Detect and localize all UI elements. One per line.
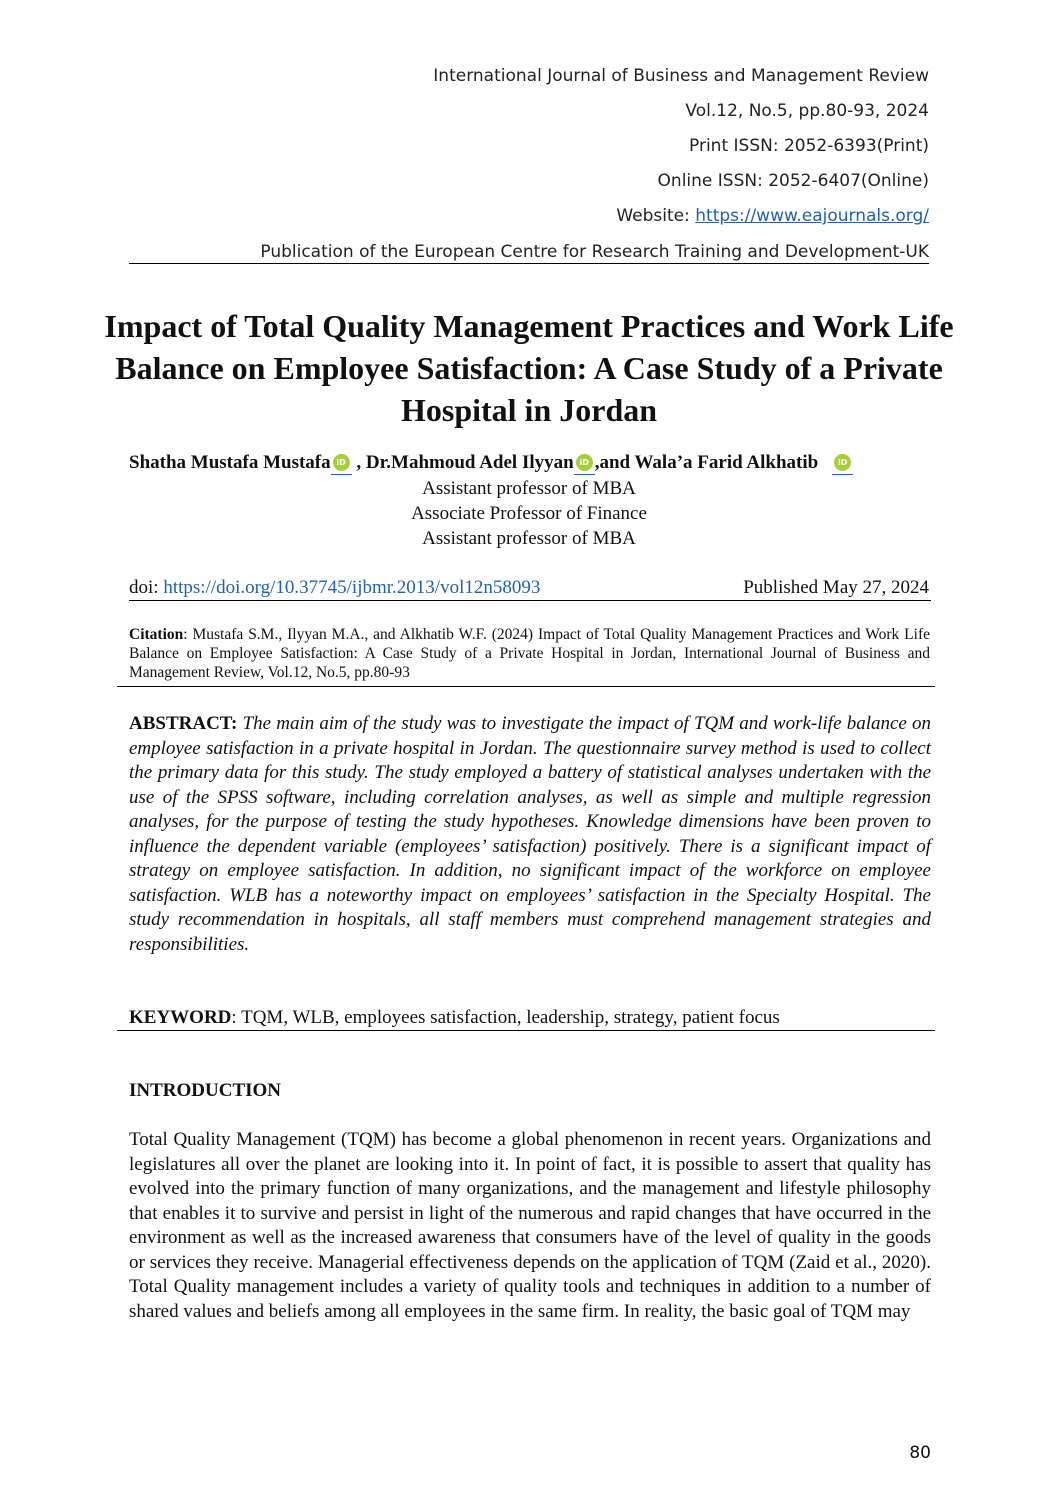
header-divider xyxy=(129,263,929,264)
author-3: Wala’a Farid Alkhatib xyxy=(634,452,819,473)
author-separator: , xyxy=(351,452,366,473)
citation-text: : Mustafa S.M., Ilyyan M.A., and Alkhatib W.F. (2024) Impact of Total Quality Management Practices and Work Life Balance on Employee Satisfaction: A Case Study of a Private Hospital in Jordan, International Journal of Business and Management Review, Vol.12, No.5, pp.80-93 xyxy=(129,626,930,681)
orcid-icon: iD xyxy=(834,454,851,471)
page-number: 80 xyxy=(909,1443,931,1463)
affiliation-2: Associate Professor of Finance xyxy=(411,503,647,524)
doi-label: doi: xyxy=(129,577,164,598)
website-line xyxy=(616,206,929,226)
author-separator: ,and xyxy=(594,452,635,473)
introduction-text: Total Quality Management (TQM) has become a global phenomenon in recent years. Organizations and legislatures all over the planet are looking into it. In point of fact, it is possible to assert that quality has evolved into the primary function of many organizations, and the management and lifestyle philosophy that enables it to survive and persist in light of the numerous and rapid changes that have occurred in the environment as well as the increased awareness that consumers have of the level of quality in the goods or services they receive. Managerial effectiveness depends on the application of TQM (Zaid et al., 2020). Total Quality management includes a variety of quality tools and techniques in addition to a number of shared values and beliefs among all employees in the same firm. In reality, the basic goal of TQM may xyxy=(129,1129,931,1322)
online-issn: Online ISSN: 2052-6407(Online) xyxy=(657,171,929,191)
author-1: Shatha Mustafa Mustafa xyxy=(129,452,331,473)
citation-divider xyxy=(117,686,935,687)
author-line xyxy=(129,452,929,474)
orcid-link-3[interactable] xyxy=(832,452,853,475)
orcid-icon: iD xyxy=(333,454,350,471)
citation xyxy=(129,625,930,682)
citation-label: Citation xyxy=(129,626,184,643)
doi-underline xyxy=(129,600,931,601)
published-date: Published May 27, 2024 xyxy=(743,577,929,598)
publisher-line: Publication of the European Centre for Research Training and Development-UK xyxy=(260,242,929,262)
section-heading: INTRODUCTION xyxy=(129,1080,282,1101)
keywords-text: : TQM, WLB, employees satisfaction, leadership, strategy, patient focus xyxy=(231,1007,780,1028)
print-issn: Print ISSN: 2052-6393(Print) xyxy=(689,136,929,156)
paper-title: Impact of Total Quality Management Practices and Work Life Balance on Employee Satisfaction: A Case Study of a Private Hospital in Jordan xyxy=(104,308,954,428)
orcid-link-1[interactable] xyxy=(331,452,352,475)
affiliation-3: Assistant professor of MBA xyxy=(422,528,636,549)
affiliation-1: Assistant professor of MBA xyxy=(422,478,636,499)
abstract xyxy=(129,712,931,957)
website-link[interactable]: https://www.eajournals.org/ xyxy=(695,206,929,226)
orcid-link-2[interactable] xyxy=(574,452,595,475)
keywords-label: KEYWORD xyxy=(129,1007,232,1028)
keywords-divider xyxy=(117,1030,935,1031)
website-label: Website: xyxy=(616,206,696,226)
doi-link[interactable]: https://doi.org/10.37745/ijbmr.2013/vol12n58093 xyxy=(163,577,541,598)
journal-name: International Journal of Business and Management Review xyxy=(433,66,929,86)
abstract-label: ABSTRACT: xyxy=(129,713,238,734)
abstract-text: The main aim of the study was to investigate the impact of TQM and work-life balance on employee satisfaction in a private hospital in Jordan. The questionnaire survey method is used to collect the primary data for this study. The study employed a battery of statistical analyses undertaken with the use of the SPSS software, including correlation analyses, as well as simple and multiple regression analyses, for the purpose of testing the study hypotheses. Knowledge dimensions have been proven to influence the dependent variable (employees’ satisfaction) positively. There is a significant impact of strategy on employee satisfaction. In addition, no significant impact of the workforce on employee satisfaction. WLB has a noteworthy impact on employees’ satisfaction in the Specialty Hospital. The study recommendation in hospitals, all staff members must comprehend management strategies and responsibilities. xyxy=(129,713,931,955)
keywords xyxy=(129,1007,780,1029)
author-2: Dr.Mahmoud Adel Ilyyan xyxy=(365,452,574,473)
doi-line xyxy=(129,577,540,599)
orcid-icon: iD xyxy=(576,454,593,471)
volume-info: Vol.12, No.5, pp.80-93, 2024 xyxy=(685,101,929,121)
